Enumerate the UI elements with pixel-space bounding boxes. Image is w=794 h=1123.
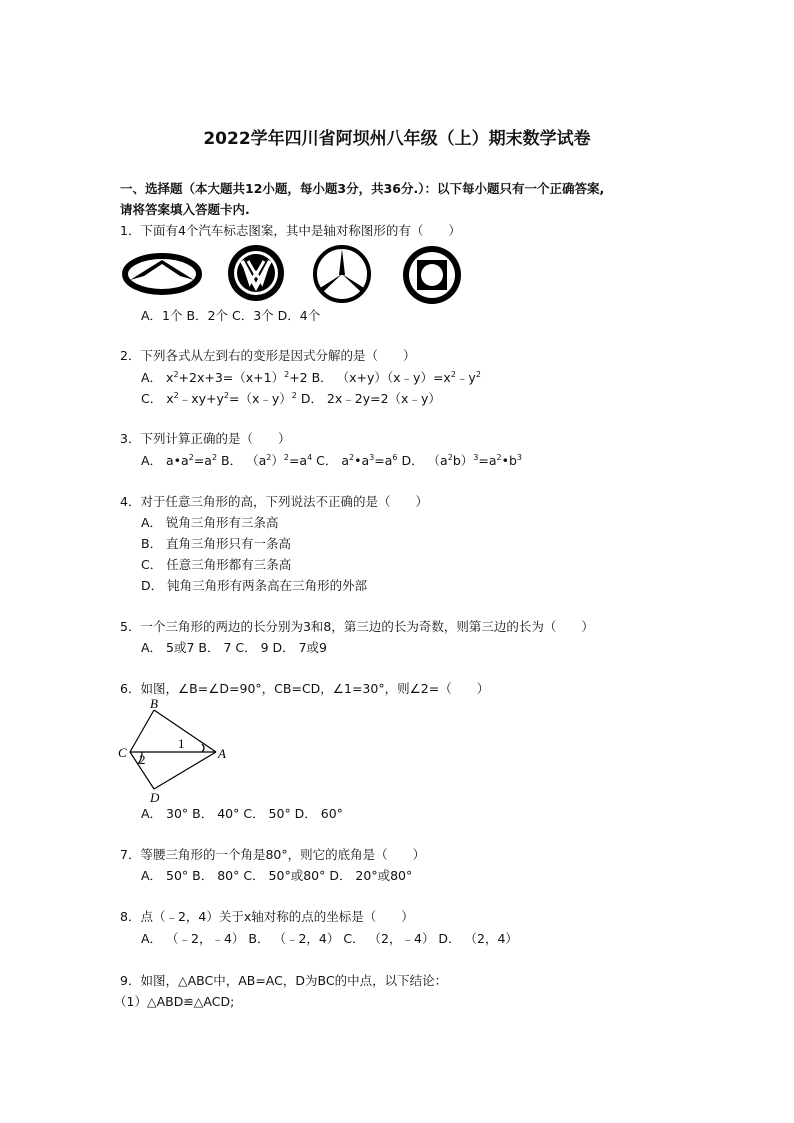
page-title: 2022学年四川省阿坝州八年级（上）期末数学试卷 [203, 129, 591, 149]
question-4-option-a: A． 锐角三角形有三条高 [141, 515, 279, 530]
vertex-b-label: B [150, 696, 158, 711]
dongfeng-logo-icon [401, 244, 463, 306]
question-3-options: A． $a•a^2=a^2$ B． $(a^2)^2=a^4$ C． $a^2•a^3=a^6$ D． $(a^2b)^3=a^2•b^3$ [141, 453, 522, 468]
vertex-c-label: C [118, 745, 127, 760]
angle-2-label: 2 [139, 752, 146, 767]
question-5-stem: 5．一个三角形的两边的长分别为3和8，第三边的长为奇数，则第三边的长为（ ） [120, 619, 594, 634]
question-6-figure [114, 696, 234, 806]
vertex-a-label: A [218, 746, 226, 761]
question-7-stem: 7．等腰三角形的一个角是80°，则它的底角是（ ） [120, 847, 426, 862]
question-1-options: A．1个 B．2个 C．3个 D．4个 [141, 308, 321, 323]
question-8-options: A． （﹣2，﹣4） B． （﹣2，4） C． （2，﹣4） D． （2，4） [141, 931, 518, 946]
question-9-stem: 9．如图，△ABC中，AB=AC，D为BC的中点，以下结论： [120, 973, 448, 988]
question-4-option-c: C． 任意三角形都有三条高 [141, 557, 292, 572]
question-9-item-1: （1）△ABD≌△ACD; [114, 994, 235, 1009]
question-2-stem: 2．下列各式从左到右的变形是因式分解的是（ ） [120, 348, 416, 363]
question-4-option-b: B． 直角三角形只有一条高 [141, 536, 292, 551]
question-6-stem: 6．如图，∠B=∠D=90°，CB=CD，∠1=30°，则∠2=（ ） [120, 681, 490, 696]
question-8-stem: 8．点（﹣2，4）关于x轴对称的点的坐标是（ ） [120, 909, 414, 924]
question-1-stem: 1．下面有4个汽车标志图案，其中是轴对称图形的有（ ） [120, 223, 461, 238]
section-heading-cont: 请将答案填入答题卡内. [120, 202, 250, 217]
infiniti-logo-icon [122, 252, 202, 296]
question-3-stem: 3．下列计算正确的是（ ） [120, 431, 291, 446]
vertex-d-label: D [150, 790, 160, 805]
question-5-options: A． 5或7 B． 7 C． 9 D． 7或9 [141, 640, 328, 655]
angle-1-label: 1 [178, 736, 185, 751]
mercedes-logo-icon [312, 244, 372, 304]
question-2-options-ab: A． $x^2+2x+3=(x+1)^2+2$ B． $(x+y)(x﹣y)=x^2﹣y^2$ [141, 370, 481, 385]
volkswagen-logo-icon [226, 243, 286, 303]
question-7-options: A． 50° B． 80° C． 50°或80° D． 20°或80° [141, 868, 413, 883]
question-4-option-d: D． 钝角三角形有两条高在三角形的外部 [141, 578, 368, 593]
question-2-options-cd: C． $x^2﹣xy+y^2=(x﹣y)^2$ D． 2x﹣2y=2（x﹣y） [141, 391, 441, 406]
question-4-stem: 4．对于任意三角形的高，下列说法不正确的是（ ） [120, 494, 428, 509]
section-heading: 一、选择题（本大题共12小题，每小题3分，共36分.）：以下每小题只有一个正确答案, [120, 181, 605, 196]
question-6-options: A． 30° B． 40° C． 50° D． 60° [141, 806, 343, 821]
